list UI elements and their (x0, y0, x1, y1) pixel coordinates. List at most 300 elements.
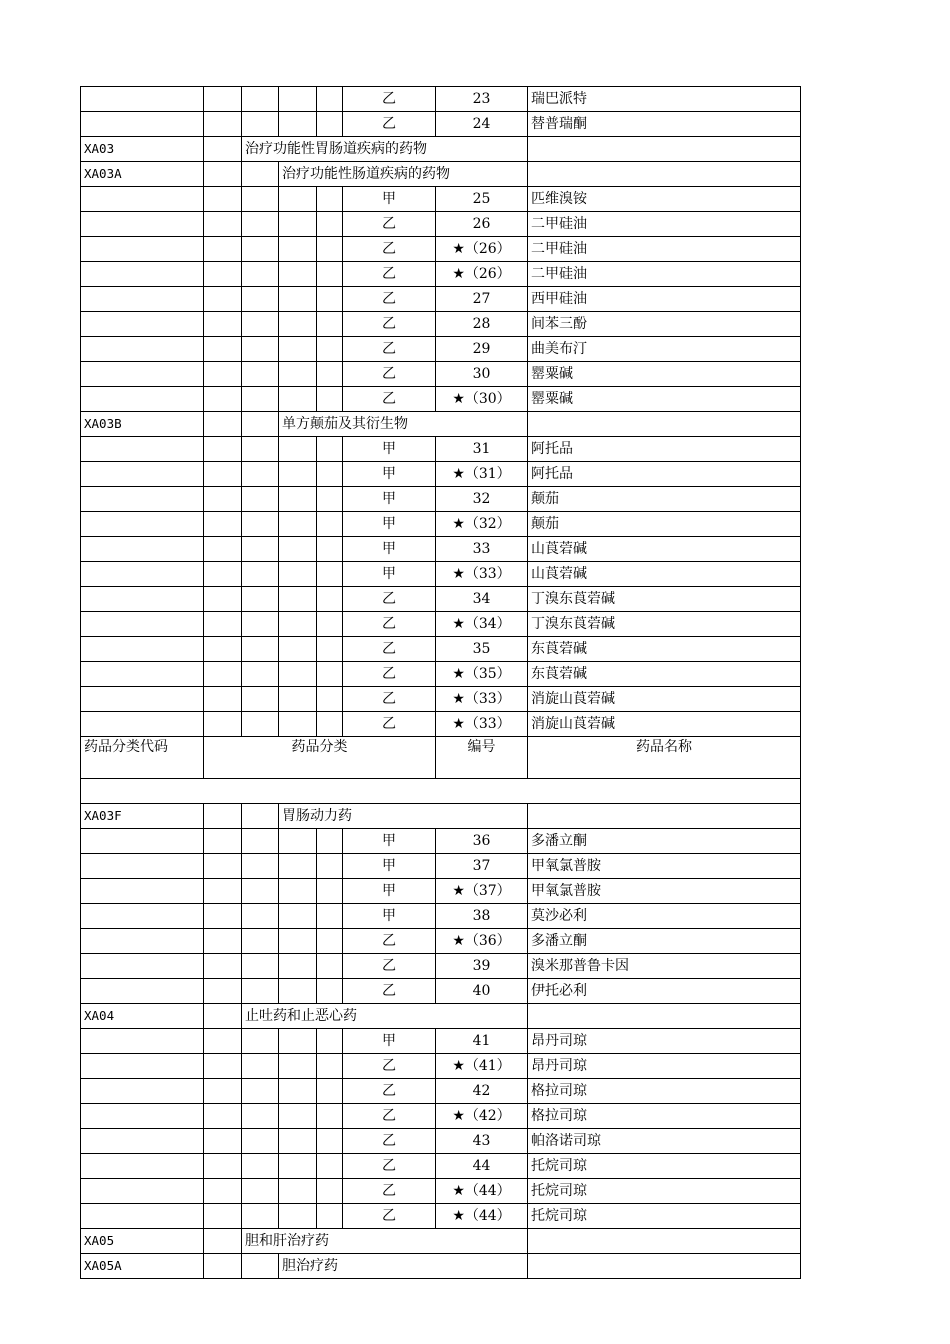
number-cell: ★（36） (436, 929, 528, 954)
category-level-cell (242, 337, 279, 362)
grade-cell: 乙 (343, 1079, 436, 1104)
category-level-cell (279, 929, 317, 954)
drug-row (81, 854, 801, 879)
category-level-cell (204, 112, 242, 137)
number-cell: 42 (436, 1079, 528, 1104)
category-label-cell: 治疗功能性肠道疾病的药物 (279, 162, 528, 187)
category-level-cell (279, 112, 317, 137)
grade-cell: 甲 (343, 904, 436, 929)
drug-row (81, 929, 801, 954)
category-level-cell (279, 337, 317, 362)
grade-cell: 乙 (343, 612, 436, 637)
drug-name-cell: 阿托品 (528, 462, 801, 487)
category-level-cell (204, 587, 242, 612)
number-cell: ★（26） (436, 237, 528, 262)
grade-cell: 乙 (343, 312, 436, 337)
code-cell (81, 1179, 204, 1204)
grade-cell: 乙 (343, 1204, 436, 1229)
category-level-cell (317, 1029, 343, 1054)
drug-name-cell: 曲美布汀 (528, 337, 801, 362)
drug-name-cell (528, 412, 801, 437)
blank-row (81, 779, 801, 804)
code-cell (81, 687, 204, 712)
category-level-cell (317, 262, 343, 287)
number-cell: ★（31） (436, 462, 528, 487)
drug-row (81, 287, 801, 312)
category-code-cell: XA03B (81, 412, 204, 437)
blank-cell (81, 779, 801, 804)
grade-cell: 甲 (343, 187, 436, 212)
drug-row (81, 954, 801, 979)
grade-cell: 乙 (343, 287, 436, 312)
category-level-cell (279, 954, 317, 979)
number-cell: 27 (436, 287, 528, 312)
drug-row (81, 979, 801, 1004)
drug-row (81, 387, 801, 412)
category-label-cell: 止吐药和止恶心药 (242, 1004, 528, 1029)
drug-name-cell: 颠茄 (528, 512, 801, 537)
category-level-cell (317, 1104, 343, 1129)
code-cell (81, 904, 204, 929)
category-level-cell (317, 1054, 343, 1079)
grade-cell: 乙 (343, 712, 436, 737)
code-cell (81, 287, 204, 312)
drug-row (81, 1104, 801, 1129)
category-level-cell (204, 637, 242, 662)
drug-name-cell (528, 137, 801, 162)
category-level-cell (242, 87, 279, 112)
code-cell (81, 1104, 204, 1129)
category-level-cell (242, 1079, 279, 1104)
category-level-cell (204, 712, 242, 737)
category-level-cell (242, 362, 279, 387)
category-level-cell (242, 512, 279, 537)
code-cell (81, 237, 204, 262)
code-cell (81, 979, 204, 1004)
code-cell (81, 1154, 204, 1179)
category-level-cell (204, 1229, 242, 1254)
category-level-cell (317, 1154, 343, 1179)
number-cell: ★（33） (436, 687, 528, 712)
drug-name-cell: 托烷司琼 (528, 1154, 801, 1179)
category-level-cell (279, 904, 317, 929)
number-cell: 23 (436, 87, 528, 112)
category-level-cell (204, 287, 242, 312)
code-cell (81, 1054, 204, 1079)
subcategory-row (81, 412, 801, 437)
number-cell: ★（44） (436, 1179, 528, 1204)
category-level-cell (242, 262, 279, 287)
category-level-cell (242, 387, 279, 412)
code-cell (81, 437, 204, 462)
category-level-cell (317, 462, 343, 487)
grade-cell: 乙 (343, 362, 436, 387)
header-code: 药品分类代码 (81, 737, 204, 779)
grade-cell: 乙 (343, 637, 436, 662)
category-level-cell (242, 1104, 279, 1129)
drug-row (81, 712, 801, 737)
category-level-cell (204, 262, 242, 287)
grade-cell: 甲 (343, 854, 436, 879)
drug-row (81, 829, 801, 854)
category-level-cell (317, 637, 343, 662)
category-level-cell (317, 312, 343, 337)
category-level-cell (242, 587, 279, 612)
category-level-cell (279, 879, 317, 904)
category-level-cell (204, 829, 242, 854)
category-label-cell: 胆和肝治疗药 (242, 1229, 528, 1254)
drug-name-cell (528, 1004, 801, 1029)
drug-name-cell: 丁溴东莨菪碱 (528, 612, 801, 637)
drug-row (81, 1179, 801, 1204)
category-level-cell (279, 1054, 317, 1079)
drug-name-cell: 间苯三酚 (528, 312, 801, 337)
category-level-cell (279, 512, 317, 537)
number-cell: ★（32） (436, 512, 528, 537)
grade-cell: 乙 (343, 87, 436, 112)
code-cell (81, 312, 204, 337)
drug-name-cell: 昂丹司琼 (528, 1054, 801, 1079)
drug-row (81, 612, 801, 637)
category-level-cell (204, 462, 242, 487)
drug-name-cell: 西甲硅油 (528, 287, 801, 312)
category-level-cell (204, 1129, 242, 1154)
category-level-cell (317, 212, 343, 237)
number-cell: ★（42） (436, 1104, 528, 1129)
drug-name-cell: 帕洛诺司琼 (528, 1129, 801, 1154)
category-level-cell (279, 562, 317, 587)
category-level-cell (317, 712, 343, 737)
drug-name-cell: 昂丹司琼 (528, 1029, 801, 1054)
category-label-cell: 治疗功能性胃肠道疾病的药物 (242, 137, 528, 162)
category-level-cell (279, 262, 317, 287)
code-cell (81, 362, 204, 387)
drug-name-cell: 二甲硅油 (528, 212, 801, 237)
category-level-cell (204, 1179, 242, 1204)
category-label-cell: 单方颠茄及其衍生物 (279, 412, 528, 437)
category-label-cell: 胃肠动力药 (279, 804, 528, 829)
category-level-cell (204, 1204, 242, 1229)
grade-cell: 乙 (343, 587, 436, 612)
drug-name-cell (528, 1229, 801, 1254)
category-level-cell (204, 137, 242, 162)
drug-name-cell: 甲氧氯普胺 (528, 879, 801, 904)
category-level-cell (279, 312, 317, 337)
header-number: 编号 (436, 737, 528, 779)
category-level-cell (242, 854, 279, 879)
code-cell (81, 587, 204, 612)
category-level-cell (279, 1154, 317, 1179)
code-cell (81, 829, 204, 854)
category-level-cell (242, 1154, 279, 1179)
drug-row (81, 1079, 801, 1104)
category-level-cell (242, 237, 279, 262)
category-level-cell (204, 512, 242, 537)
drug-row (81, 1154, 801, 1179)
category-level-cell (242, 412, 279, 437)
category-level-cell (204, 212, 242, 237)
grade-cell: 乙 (343, 929, 436, 954)
category-level-cell (204, 362, 242, 387)
category-level-cell (279, 612, 317, 637)
category-level-cell (242, 1029, 279, 1054)
category-level-cell (204, 612, 242, 637)
category-level-cell (204, 487, 242, 512)
category-code-cell: XA05A (81, 1254, 204, 1279)
category-level-cell (242, 687, 279, 712)
category-level-cell (242, 904, 279, 929)
category-level-cell (204, 1079, 242, 1104)
drug-row (81, 1054, 801, 1079)
category-level-cell (242, 487, 279, 512)
category-level-cell (242, 979, 279, 1004)
category-level-cell (317, 904, 343, 929)
drug-row (81, 112, 801, 137)
drug-name-cell: 托烷司琼 (528, 1204, 801, 1229)
category-level-cell (242, 712, 279, 737)
category-code-cell: XA03 (81, 137, 204, 162)
number-cell: ★（35） (436, 662, 528, 687)
number-cell: 31 (436, 437, 528, 462)
category-level-cell (242, 462, 279, 487)
category-level-cell (242, 1054, 279, 1079)
code-cell (81, 387, 204, 412)
category-code-cell: XA03A (81, 162, 204, 187)
grade-cell: 乙 (343, 337, 436, 362)
category-level-cell (242, 287, 279, 312)
number-cell: 37 (436, 854, 528, 879)
category-level-cell (279, 1129, 317, 1154)
category-level-cell (279, 187, 317, 212)
number-cell: 26 (436, 212, 528, 237)
category-level-cell (279, 854, 317, 879)
drug-row (81, 1029, 801, 1054)
category-level-cell (317, 362, 343, 387)
grade-cell: 乙 (343, 387, 436, 412)
drug-name-cell (528, 804, 801, 829)
category-level-cell (317, 1179, 343, 1204)
category-level-cell (242, 212, 279, 237)
code-cell (81, 487, 204, 512)
category-level-cell (317, 387, 343, 412)
grade-cell: 乙 (343, 1179, 436, 1204)
category-row (81, 1004, 801, 1029)
code-cell (81, 337, 204, 362)
drug-name-cell: 罂粟碱 (528, 387, 801, 412)
drug-name-cell: 甲氧氯普胺 (528, 854, 801, 879)
category-level-cell (279, 487, 317, 512)
number-cell: ★（33） (436, 562, 528, 587)
drug-name-cell: 山莨菪碱 (528, 537, 801, 562)
category-level-cell (204, 437, 242, 462)
category-level-cell (204, 687, 242, 712)
category-level-cell (204, 412, 242, 437)
drug-row (81, 212, 801, 237)
category-level-cell (242, 1129, 279, 1154)
category-level-cell (204, 904, 242, 929)
category-level-cell (317, 854, 343, 879)
number-cell: 30 (436, 362, 528, 387)
category-level-cell (242, 1254, 279, 1279)
drug-name-cell: 溴米那普鲁卡因 (528, 954, 801, 979)
category-level-cell (279, 362, 317, 387)
code-cell (81, 1079, 204, 1104)
category-level-cell (317, 929, 343, 954)
drug-row (81, 487, 801, 512)
code-cell (81, 954, 204, 979)
category-level-cell (317, 587, 343, 612)
category-code-cell: XA03F (81, 804, 204, 829)
number-cell: ★（44） (436, 1204, 528, 1229)
category-level-cell (317, 954, 343, 979)
grade-cell: 乙 (343, 687, 436, 712)
category-level-cell (242, 879, 279, 904)
subcategory-row (81, 162, 801, 187)
code-cell (81, 462, 204, 487)
drug-row (81, 662, 801, 687)
category-level-cell (279, 387, 317, 412)
category-level-cell (317, 187, 343, 212)
category-level-cell (204, 1104, 242, 1129)
drug-name-cell: 替普瑞酮 (528, 112, 801, 137)
category-level-cell (279, 437, 317, 462)
code-cell (81, 537, 204, 562)
grade-cell: 甲 (343, 829, 436, 854)
number-cell: 29 (436, 337, 528, 362)
category-level-cell (204, 929, 242, 954)
number-cell: ★（33） (436, 712, 528, 737)
drug-row (81, 879, 801, 904)
drug-name-cell: 阿托品 (528, 437, 801, 462)
category-level-cell (204, 562, 242, 587)
number-cell: 41 (436, 1029, 528, 1054)
category-level-cell (317, 437, 343, 462)
number-cell: 38 (436, 904, 528, 929)
drug-name-cell: 匹维溴铵 (528, 187, 801, 212)
code-cell (81, 662, 204, 687)
category-level-cell (279, 237, 317, 262)
grade-cell: 甲 (343, 879, 436, 904)
category-level-cell (204, 979, 242, 1004)
category-level-cell (242, 954, 279, 979)
number-cell: ★（30） (436, 387, 528, 412)
category-level-cell (204, 662, 242, 687)
category-code-cell: XA05 (81, 1229, 204, 1254)
grade-cell: 乙 (343, 954, 436, 979)
code-cell (81, 879, 204, 904)
category-level-cell (204, 187, 242, 212)
number-cell: 28 (436, 312, 528, 337)
category-level-cell (317, 1129, 343, 1154)
category-level-cell (279, 1104, 317, 1129)
drug-row (81, 187, 801, 212)
drug-row (81, 437, 801, 462)
category-code-cell: XA04 (81, 1004, 204, 1029)
number-cell: 35 (436, 637, 528, 662)
category-level-cell (317, 237, 343, 262)
number-cell: 33 (436, 537, 528, 562)
code-cell (81, 187, 204, 212)
category-level-cell (204, 237, 242, 262)
category-level-cell (204, 1154, 242, 1179)
category-level-cell (242, 1204, 279, 1229)
category-level-cell (279, 1079, 317, 1104)
category-level-cell (317, 687, 343, 712)
category-level-cell (279, 462, 317, 487)
drug-name-cell: 消旋山莨菪碱 (528, 687, 801, 712)
drug-name-cell: 东莨菪碱 (528, 662, 801, 687)
drug-name-cell: 格拉司琼 (528, 1104, 801, 1129)
category-level-cell (204, 854, 242, 879)
drug-name-cell: 罂粟碱 (528, 362, 801, 387)
code-cell (81, 929, 204, 954)
number-cell: 44 (436, 1154, 528, 1179)
drug-name-cell: 二甲硅油 (528, 262, 801, 287)
code-cell (81, 854, 204, 879)
category-level-cell (317, 537, 343, 562)
code-cell (81, 1204, 204, 1229)
grade-cell: 乙 (343, 1104, 436, 1129)
number-cell: ★（37） (436, 879, 528, 904)
category-level-cell (317, 879, 343, 904)
category-level-cell (317, 829, 343, 854)
category-level-cell (204, 337, 242, 362)
drug-name-cell: 消旋山莨菪碱 (528, 712, 801, 737)
grade-cell: 乙 (343, 1154, 436, 1179)
drug-row (81, 637, 801, 662)
grade-cell: 乙 (343, 212, 436, 237)
category-level-cell (279, 687, 317, 712)
category-level-cell (242, 537, 279, 562)
drug-row (81, 312, 801, 337)
category-level-cell (317, 562, 343, 587)
category-level-cell (317, 1079, 343, 1104)
code-cell (81, 212, 204, 237)
grade-cell: 甲 (343, 1029, 436, 1054)
category-level-cell (279, 587, 317, 612)
drug-row (81, 337, 801, 362)
drug-name-cell (528, 1254, 801, 1279)
category-level-cell (242, 662, 279, 687)
grade-cell: 乙 (343, 662, 436, 687)
category-level-cell (317, 112, 343, 137)
category-level-cell (317, 979, 343, 1004)
category-level-cell (204, 162, 242, 187)
header-category: 药品分类 (204, 737, 436, 779)
category-level-cell (204, 387, 242, 412)
category-level-cell (279, 979, 317, 1004)
category-level-cell (242, 312, 279, 337)
table-body (81, 87, 801, 1279)
category-level-cell (242, 637, 279, 662)
category-row (81, 1229, 801, 1254)
category-level-cell (242, 562, 279, 587)
drug-row (81, 904, 801, 929)
category-level-cell (204, 954, 242, 979)
code-cell (81, 87, 204, 112)
grade-cell: 甲 (343, 462, 436, 487)
category-level-cell (242, 929, 279, 954)
number-cell: 25 (436, 187, 528, 212)
grade-cell: 甲 (343, 512, 436, 537)
category-level-cell (242, 1179, 279, 1204)
drug-row (81, 512, 801, 537)
category-level-cell (204, 804, 242, 829)
category-row (81, 137, 801, 162)
drug-row (81, 262, 801, 287)
category-level-cell (242, 829, 279, 854)
drug-row (81, 1204, 801, 1229)
